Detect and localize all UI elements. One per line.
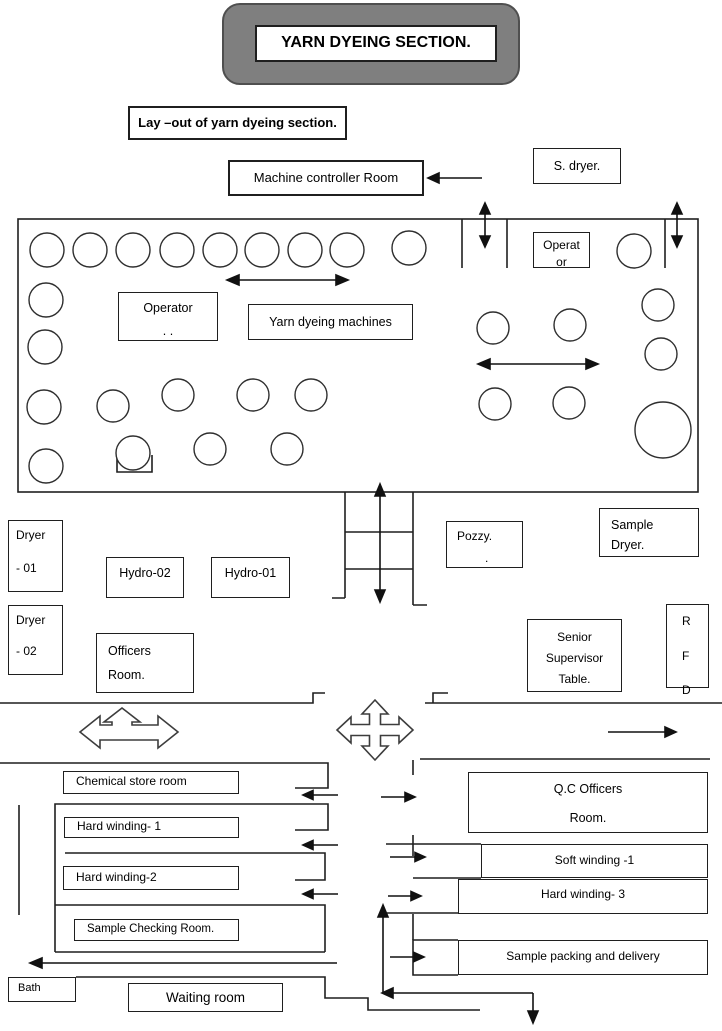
hall-top-double-arrow — [227, 275, 348, 285]
hydro-02-room — [106, 557, 184, 598]
dyeing-machine-circle — [194, 433, 226, 465]
hydro-01-label: Hydro-01 — [224, 566, 277, 580]
dyeing-machine-circle — [29, 283, 63, 317]
waiting-room-label: Waiting room — [165, 989, 246, 1005]
pozzy-line2: . — [485, 550, 489, 565]
controller-room-arrow — [428, 173, 482, 183]
s-dryer-label: S. dryer. — [553, 158, 601, 173]
hard-winding-1-label: Hard winding- 1 — [77, 819, 162, 833]
sample-dryer-line2: Dryer. — [611, 538, 645, 552]
rfd-line3: D — [682, 683, 691, 698]
dyeing-machine-circle — [245, 233, 279, 267]
sample-dryer-line1: Sample — [611, 518, 654, 532]
page-title — [255, 25, 497, 62]
hydro-02-label: Hydro-02 — [119, 566, 171, 580]
sample-checking-room — [74, 919, 239, 941]
flow-down-arrow — [528, 993, 538, 1023]
dyeing-machine-circle — [97, 390, 129, 422]
dyeing-machine-circle — [271, 433, 303, 465]
dyeing-machine-circle — [30, 233, 64, 267]
left-corridor-upper-wall — [0, 693, 325, 703]
sample-packing-arrow — [390, 953, 424, 962]
flow-left-arrow — [382, 988, 533, 998]
flow-up-arrow — [378, 905, 388, 993]
pozzy-line1: Pozzy. — [457, 529, 493, 543]
dyeing-machine-circle — [160, 233, 194, 267]
qc-officers-line1: Q.C Officers — [553, 782, 623, 796]
hard-winding-3-room — [458, 879, 708, 914]
dyeing-machine-circle — [162, 379, 194, 411]
dyeing-machine-circle — [237, 379, 269, 411]
operator-line2: . . — [162, 324, 174, 339]
s-dryer-room — [533, 148, 621, 184]
senior-supervisor-table — [527, 619, 622, 692]
hydro-01-room — [211, 557, 290, 598]
dyeing-machine-circle — [635, 402, 691, 458]
page-title-text: YARN DYEING SECTION. — [281, 34, 471, 52]
dyeing-machine-circle — [288, 233, 322, 267]
dyeing-machine-circle — [553, 387, 585, 419]
hall-gap-arrow-right — [672, 203, 682, 247]
sample-dryer-room — [599, 508, 699, 557]
operator-station-top — [533, 232, 590, 268]
dyeing-machine-circle — [642, 289, 674, 321]
operator-top-line1: Operat — [543, 238, 580, 252]
chemical-store-label: Chemical store room — [76, 774, 187, 788]
qc-officers-room — [468, 772, 708, 833]
hall-gap-arrow-left — [480, 203, 490, 247]
senior-supervisor-line3: Table. — [558, 672, 591, 686]
dyeing-machine-circle — [554, 309, 586, 341]
dyeing-machine-circle — [645, 338, 677, 370]
right-corridor-upper-wall — [425, 693, 722, 703]
bath-room — [8, 977, 76, 1002]
machines-layer — [27, 231, 691, 483]
yarn-dyeing-machines-label-box — [248, 304, 413, 340]
senior-supervisor-line1: Senior — [557, 630, 592, 644]
senior-supervisor-line2: Supervisor — [545, 651, 604, 665]
dyeing-machine-circle — [617, 234, 651, 268]
dyeing-machine-circle — [73, 233, 107, 267]
sample-packing-room — [458, 940, 708, 975]
dyeing-machine-circle — [479, 388, 511, 420]
dyeing-machine-circle — [28, 330, 62, 364]
soft-winding-arrow — [390, 853, 425, 862]
hard-winding-2-label: Hard winding-2 — [76, 870, 157, 884]
soft-winding-1-room — [481, 844, 708, 878]
hall-right-double-arrow — [478, 359, 598, 369]
rfd-line2: F — [682, 648, 690, 663]
mid-right-arrow — [608, 727, 676, 737]
hard-winding-1-room — [64, 817, 239, 838]
hard-winding-3-label: Hard winding- 3 — [540, 887, 626, 901]
officers-room-line1: Officers — [108, 644, 151, 658]
rfd-room — [666, 604, 709, 698]
dyeing-machine-circle — [295, 379, 327, 411]
chemical-store-arrow — [303, 791, 338, 800]
dyeing-machine-circle — [116, 233, 150, 267]
qc-officers-line2: Room. — [569, 811, 607, 826]
four-way-arrow — [337, 700, 413, 760]
stair-double-arrow — [375, 484, 385, 602]
qc-room-arrow — [381, 793, 415, 802]
subtitle-box — [128, 106, 347, 140]
chemical-store-room — [63, 771, 239, 794]
machine-controller-room-label: Machine controller Room — [253, 169, 399, 185]
sample-packing-label: Sample packing and delivery — [506, 949, 660, 963]
yarn-dyeing-machines-label: Yarn dyeing machines — [269, 314, 392, 329]
operator-station — [118, 292, 218, 341]
dyeing-machine-circle — [330, 233, 364, 267]
rfd-line1: R — [682, 614, 691, 628]
hard-winding1-arrow — [303, 841, 338, 850]
dryer-01-line1: Dryer — [16, 528, 46, 542]
dyeing-machine-circle — [116, 436, 150, 470]
hard-winding2-arrow — [303, 890, 338, 899]
operator-top-line2: or — [556, 255, 567, 269]
soft-winding-wall — [386, 844, 481, 878]
dyeing-machine-circle — [29, 449, 63, 483]
sample-checking-label: Sample Checking Room. — [87, 923, 215, 935]
long-left-arrow — [30, 958, 337, 968]
dryer-02-room — [8, 605, 63, 675]
officers-room-line2: Room. — [108, 668, 145, 683]
three-way-arrow — [80, 708, 178, 748]
dryer-02-line1: Dryer — [16, 613, 46, 627]
officers-room — [96, 633, 194, 693]
dyeing-machine-circle — [27, 390, 61, 424]
operator-line1: Operator — [143, 301, 193, 315]
dyeing-machine-circle — [392, 231, 426, 265]
dryer-01-line2: - 01 — [16, 560, 37, 575]
dryer-01-room — [8, 520, 63, 592]
waiting-room — [128, 983, 283, 1012]
soft-winding-1-label: Soft winding -1 — [554, 853, 635, 867]
hard-winding-2-room — [63, 866, 239, 890]
dryer-02-line2: - 02 — [16, 643, 37, 658]
outline-arrows — [80, 700, 413, 760]
dyeing-machine-circle — [203, 233, 237, 267]
pozzy-room — [446, 521, 523, 568]
subtitle-text: Lay –out of yarn dyeing section. — [138, 114, 337, 130]
hard-winding3-arrow — [388, 892, 421, 901]
machine-controller-room — [228, 160, 424, 196]
bath-label: Bath — [18, 982, 41, 994]
dyeing-machine-circle — [477, 312, 509, 344]
